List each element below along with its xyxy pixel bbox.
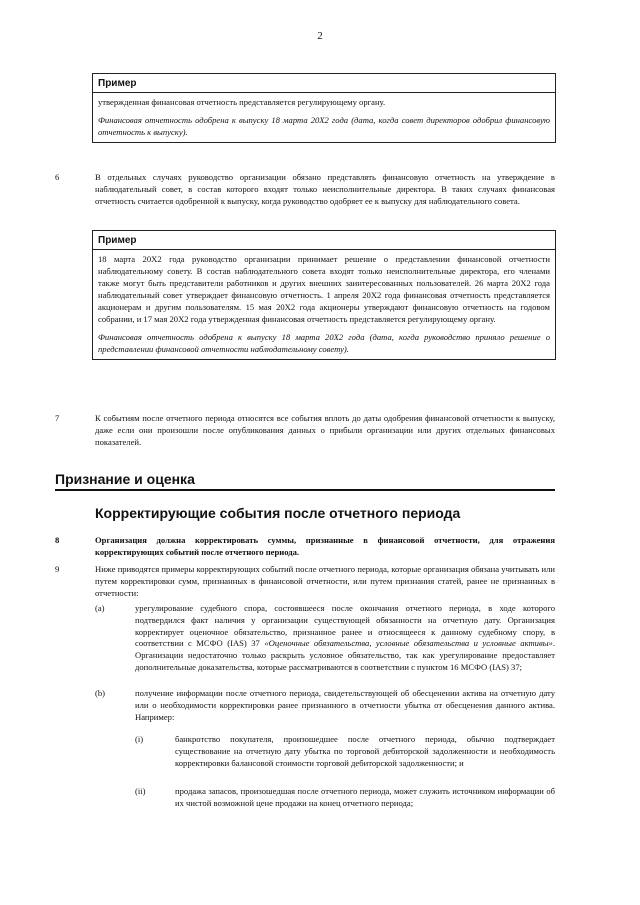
paragraph-number: 6 bbox=[55, 172, 60, 182]
example-box-2 bbox=[92, 230, 556, 360]
example-heading: Пример bbox=[93, 231, 555, 250]
standard-title: «Оценочные обязательства, условные обязательства и условные активы» bbox=[264, 638, 553, 649]
page-number: 2 bbox=[317, 30, 323, 42]
list-item-text-part: . Организации недостаточно только раскрыть условное обязательство, так как урегулирование предоставляет дополнительные доказательства, которые рассматриваются в соответствии с пунктом 16 МСФО (IAS) 37; bbox=[135, 638, 555, 672]
example-text: утвержденная финансовая отчетность представляется регулирующему органу. bbox=[98, 97, 386, 107]
list-item-b-ii bbox=[135, 786, 555, 810]
list-item-b-i bbox=[135, 734, 555, 769]
example-body bbox=[93, 93, 555, 142]
paragraph-number: 9 bbox=[55, 564, 60, 574]
list-item-a bbox=[95, 603, 555, 674]
paragraph-9 bbox=[55, 564, 555, 599]
subsection-title: Корректирующие события после отчетного периода bbox=[95, 505, 461, 521]
section-title: Признание и оценка bbox=[55, 471, 555, 491]
example-note: Финансовая отчетность одобрена к выпуску 18 марта 20Х2 года (дата, когда совет директоров одобрил финансовую отчетность к выпуску). bbox=[98, 115, 550, 137]
list-item-text-part: урегулирование судебного спора, состоявшееся после окончания отчетного периода, в ходе которого подтвердился факт наличия у организации существующей обязанности на отчетную дату. Организация корректирует оценочное обязательство, признанное ранее и относящееся к данному судебному спору, в соответствии с МСФО (IAS) 37 bbox=[135, 603, 555, 649]
list-item-text bbox=[135, 603, 555, 674]
list-item-label: (ii) bbox=[135, 786, 146, 796]
example-body bbox=[93, 250, 555, 359]
example-box-1 bbox=[92, 73, 556, 143]
example-text: 18 марта 20Х2 года руководство организации принимает решение о представлении финансовой отчетности наблюдательному совету. В состав наблюдательного совета входят только неисполнительные директора, его членами также могут быть представители работников и других внешних заинтересованных пользователей. 26 марта 20Х2 года наблюдательный совет утверждает финансовую отчетность. 1 апреля 20Х2 года финансовая отчетность представляется акционерам и другим пользователям. 15 мая 20Х2 года акционеры утверждают финансовую отчетность на годовом собрании, и 17 мая 20Х2 года утвержденная финансовая отчетность представляется регулирующему органу. bbox=[98, 254, 550, 324]
paragraph-text: К событиям после отчетного периода относятся все события вплоть до даты одобрения финансовой отчетности к выпуску, даже если они произошли после опубликования данных о прибыли организации или других отдельных финансовых показателей. bbox=[95, 413, 555, 447]
paragraph-6 bbox=[55, 172, 555, 207]
paragraph-text: В отдельных случаях руководство организации обязано представлять финансовую отчетность на утверждение в наблюдательный совет, в состав которого входят только неисполнительные директора. В таких случаях финансовая отчетность считается одобренной к выпуску, когда руководство одобряет ее к выпуску для наблюдательного совета. bbox=[95, 172, 555, 206]
list-item-label: (a) bbox=[95, 603, 105, 613]
paragraph-7 bbox=[55, 413, 555, 448]
example-note: Финансовая отчетность одобрена к выпуску 18 марта 20Х2 года (дата, когда руководство приняло решение о представлении финансовой отчетности наблюдательному совету). bbox=[98, 332, 550, 354]
paragraph-number: 8 bbox=[55, 535, 60, 545]
paragraph-text: Организация должна корректировать суммы, признанные в финансовой отчетности, для отражения корректирующих событий после отчетного периода. bbox=[95, 535, 555, 557]
list-item-label: (i) bbox=[135, 734, 144, 744]
list-item-label: (b) bbox=[95, 688, 106, 698]
paragraph-number: 7 bbox=[55, 413, 60, 423]
list-item-text: банкротство покупателя, произошедшее после отчетного периода, обычно подтверждает существование на отчетную дату убытка по торговой дебиторской задолженности и необходимость корректировки балансовой стоимости торговой дебиторской задолженности; и bbox=[175, 734, 555, 768]
paragraph-text: Ниже приводятся примеры корректирующих событий после отчетного периода, которые организация обязана учитывать или путем корректировки сумм, признанных в финансовой отчетности, или путем признания статей, ранее не признанных в отчетности: bbox=[95, 564, 555, 598]
paragraph-8 bbox=[55, 535, 555, 559]
list-item-text: продажа запасов, произошедшая после отчетного периода, может служить источником информации об их чистой возможной цене продажи на конец отчетного периода; bbox=[175, 786, 555, 808]
list-item-text: получение информации после отчетного периода, свидетельствующей об обесценении актива на отчетную дату или о необходимости корректировки ранее признанного в отчетности убытка от обесценения данного актива. Например: bbox=[135, 688, 555, 722]
example-heading: Пример bbox=[93, 74, 555, 93]
list-item-b bbox=[95, 688, 555, 723]
